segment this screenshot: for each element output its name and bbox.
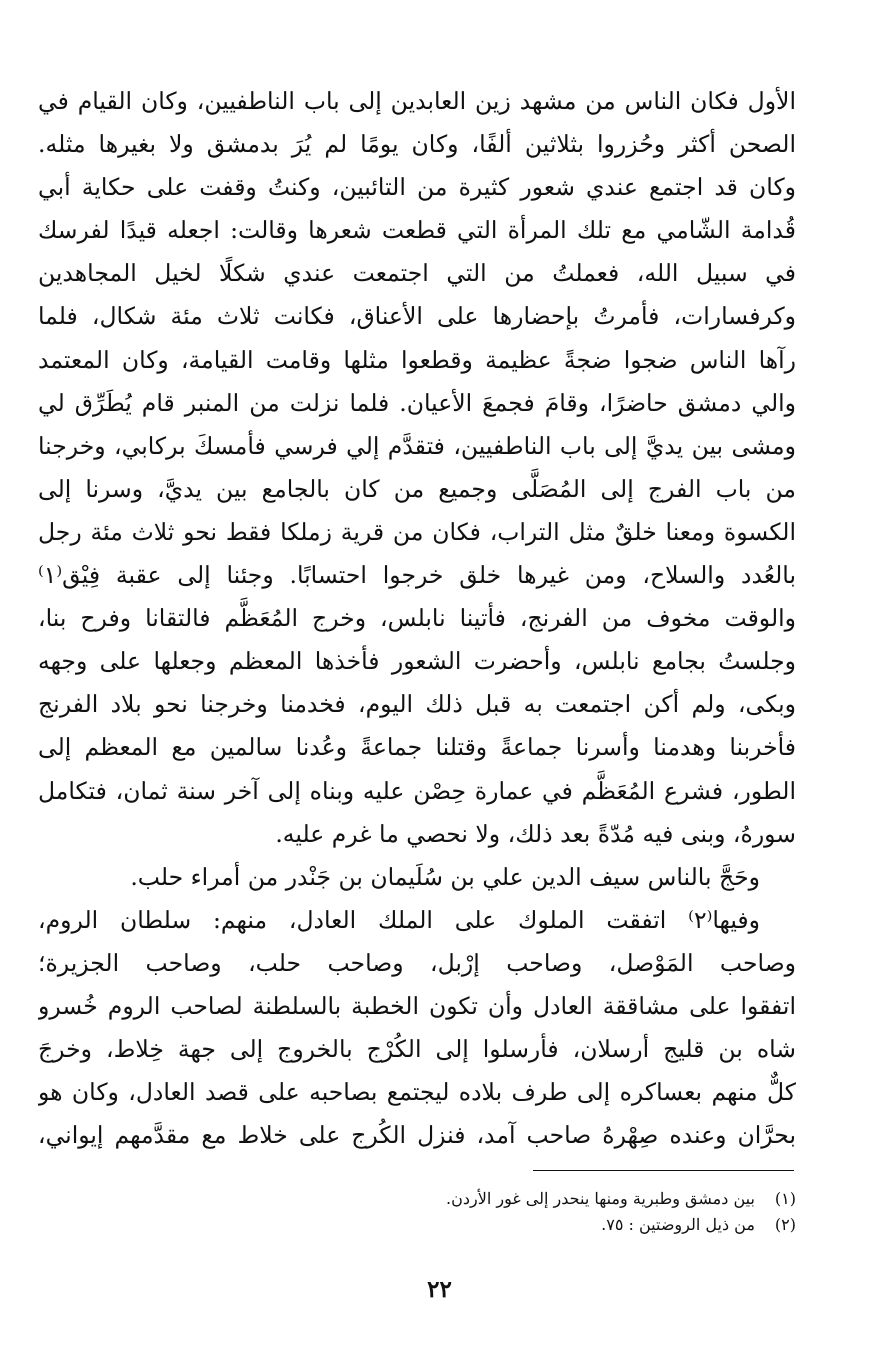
text-line-2: الصحن أكثر وحُزروا بثلاثين ألفًا، وكان يومًا لم يُرَ بدمشق ولا بغيرها مثله. xyxy=(38,130,796,159)
text-line-8: والي دمشق حاضرًا، وقامَ فجمعَ الأعيان. فلما نزلت من المنبر قام يُطَرِّق لي xyxy=(38,388,796,417)
text-line-5: في سبيل الله، فعملتُ من التي اجتمعت عندي شكلًا لخيل المجاهدين xyxy=(38,259,796,288)
text-line-14: وجلستُ بجامع نابلس، وأحضرت الشعور فأخذها المعظم وجعلها على وجهه xyxy=(38,647,796,676)
footnote-divider xyxy=(533,1170,794,1171)
text-line-25: بحرَّان وعنده صِهْرهُ صاحب آمد، فنزل الكُرج على خلاط مع مقدَّمهم إيواني، xyxy=(38,1121,796,1150)
text-line-21: وصاحب المَوْصل، وصاحب إرْبل، وصاحب حلب، وصاحب الجزيرة؛ xyxy=(38,948,796,977)
text-line-19: وحَجَّ بالناس سيف الدين علي بن سُلَيمان بن جَنْدر من أمراء حلب. xyxy=(130,862,760,891)
text-line-17: الطور، فشرع المُعَظَّم في عمارة حِصْن عليه وبناه إلى آخر سنة ثمان، فتكامل xyxy=(38,776,796,805)
text-line-1: الأول فكان الناس من مشهد زين العابدين إلى باب الناطفيين، وكان القيام في xyxy=(38,87,796,115)
text-line-11: الكسوة ومعنا خلقٌ مثل التراب، فكان من قرية زملكا فقط نحو ثلاث مئة رجل xyxy=(38,517,796,546)
text-line-3: وكان قد اجتمع عندي شعور كثيرة من التائبين، وكنتُ وقفت على حكاية أبي xyxy=(38,173,796,202)
footnote-1 xyxy=(200,1186,796,1212)
text-line-24: كلٌّ منهم بعساكره إلى طرف بلاده ليجتمع بصاحبه على قصد العادل، وكان هو xyxy=(38,1078,796,1107)
text-line-18: سورهُ، وبنى فيه مُدّةً بعد ذلك، ولا نحصي ما غرم عليه. xyxy=(275,819,796,848)
footnote-number: (٢) xyxy=(774,1215,796,1234)
text-line-4: قُدامة الشّامي مع تلك المرأة التي قطعت شعرها وقالت: اجعله قيدًا لفرسك xyxy=(38,216,796,245)
footnote-text: من ذيل الروضتين : ٧٥. xyxy=(601,1215,755,1234)
text-line-10: من باب الفرج إلى المُصَلَّى وجميع من كان بالجامع بين يديَّ، وسرنا إلى xyxy=(38,474,796,503)
text-line-23: شاه بن قليج أرسلان، فأرسلوا إلى الكُرْج بالخروج إلى جهة خِلاط، وخرجَ xyxy=(38,1035,796,1064)
text-line-15: وبكى، ولم أكن اجتمعت به قبل ذلك اليوم، فخدمنا وخرجنا نحو بلاد الفرنج xyxy=(38,690,796,719)
text-line-16: فأخربنا وهدمنا وأسرنا جماعةً وقتلنا جماعةً وعُدنا سالمين مع المعظم إلى xyxy=(38,733,796,762)
text-line-22: اتفقوا على مشاققة العادل وأن تكون الخطبة بالسلطنة لصاحب الروم خُسرو xyxy=(38,991,796,1020)
page-number: ٢٢ xyxy=(427,1276,452,1303)
text-line-6: وكرفسارات، فأمرتُ بإحضارها على الأعناق، فكانت ثلاث مئة شكال، فلما xyxy=(38,302,796,331)
text-line-13: والوقت مخوف من الفرنج، فأتينا نابلس، وخرج المُعَظَّم فالتقانا وفرح بنا، xyxy=(38,604,796,633)
text-line-7: رآها الناس ضجوا ضجةً عظيمة وقطعوا مثلها وقامت القيامة، وكان المعتمد xyxy=(38,345,796,374)
text-line-20: وفيها⁽٢⁾ اتفقت الملوك على الملك العادل، منهم: سلطان الروم، xyxy=(38,905,760,934)
text-line-12: بالعُدد والسلاح، ومن غيرها خلق خرجوا احتسابًا. وجئنا إلى عقبة فِيْق⁽١⁾ xyxy=(38,561,796,590)
main-text xyxy=(38,80,796,1157)
footnotes xyxy=(200,1186,796,1238)
footnote-number: (١) xyxy=(774,1189,796,1208)
footnote-2 xyxy=(200,1212,796,1238)
footnote-text: بين دمشق وطبرية ومنها ينحدر إلى غور الأردن. xyxy=(446,1189,755,1208)
text-line-9: ومشى بين يديَّ إلى باب الناطفيين، فتقدَّم إلي فرسي فأمسكَ بركابي، وخرجنا xyxy=(38,431,796,460)
